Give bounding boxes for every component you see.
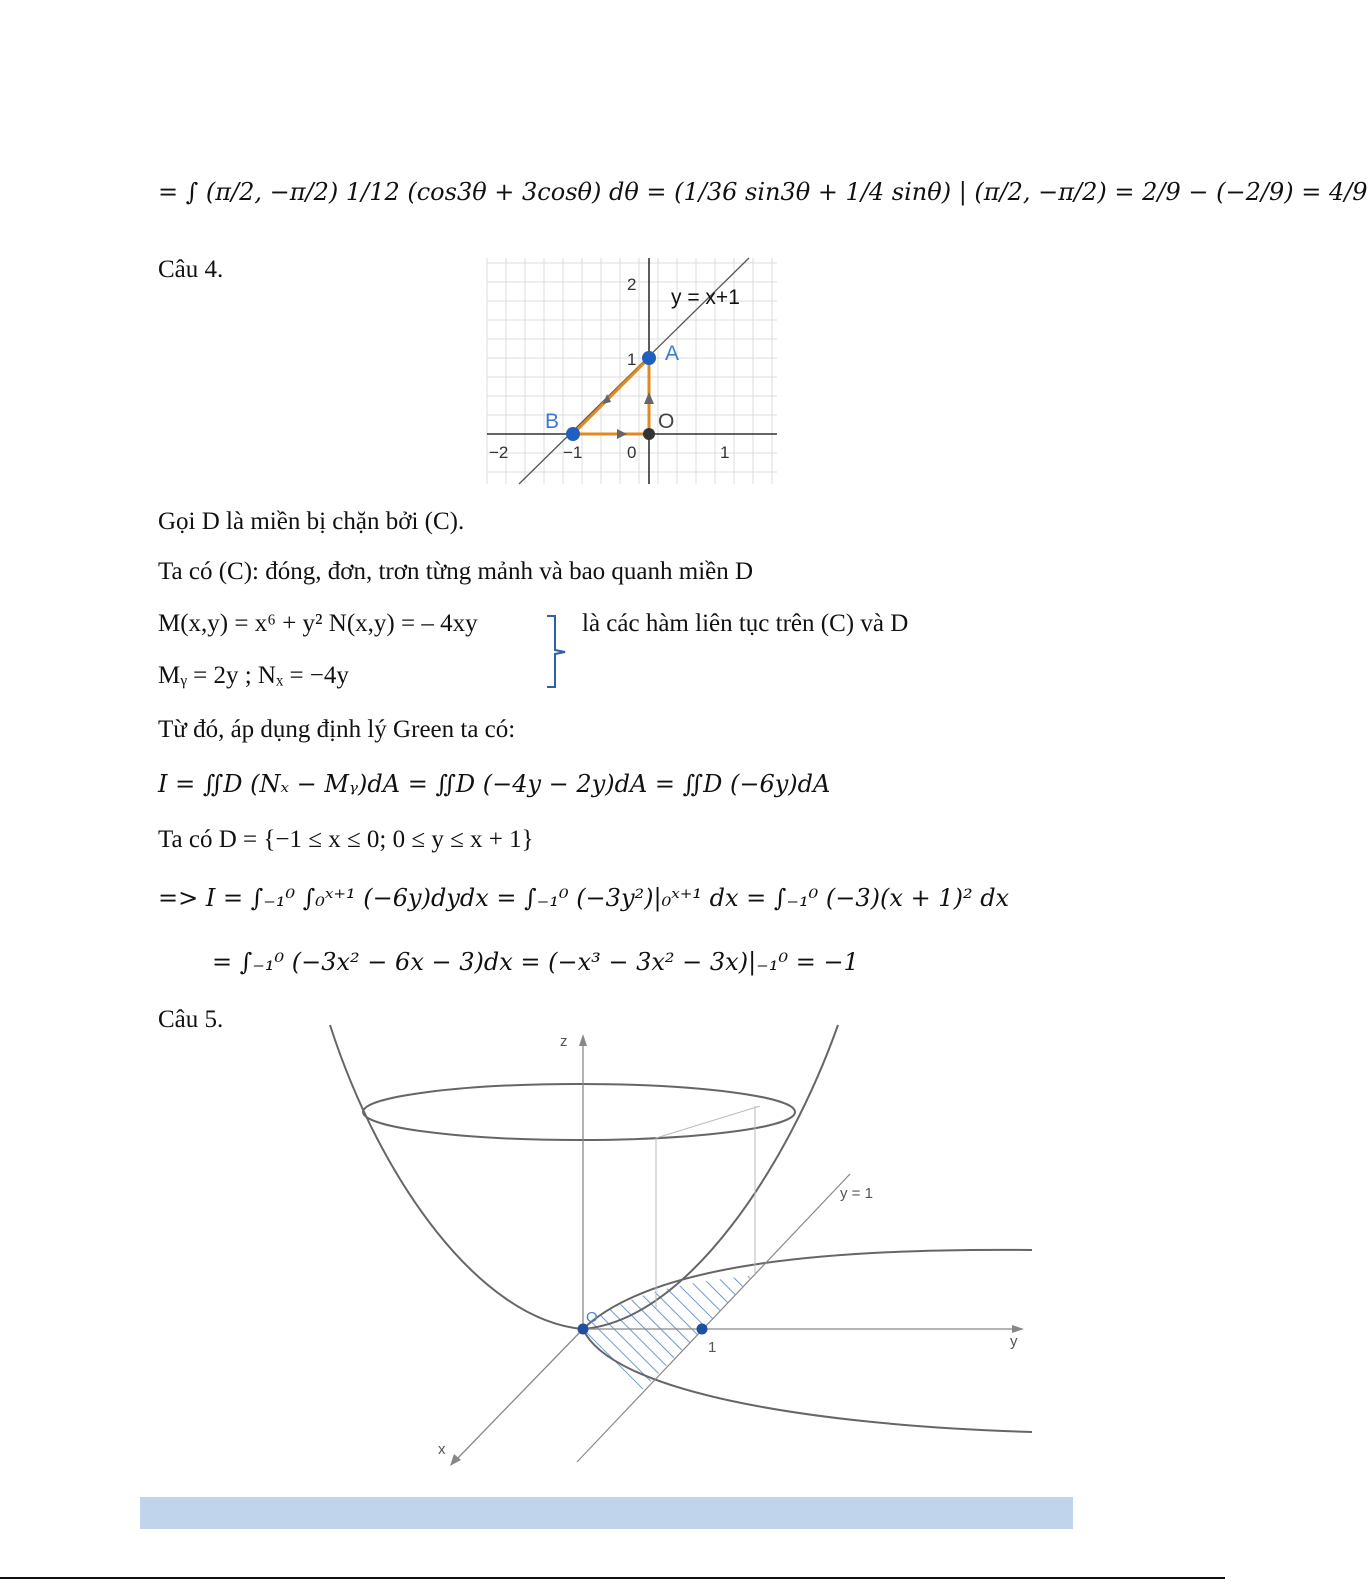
- point-a-label: A: [665, 342, 680, 365]
- z-axis-arrow-icon: [579, 1034, 587, 1046]
- text-green-theorem: Từ đó, áp dụng định lý Green ta có:: [158, 716, 516, 743]
- line-label: y = x+1: [671, 286, 740, 309]
- text-goi-d: Gọi D là miền bị chặn bởi (C).: [158, 508, 465, 535]
- question-4-heading: Câu 4.: [158, 256, 224, 283]
- equation-compute-2: = ∫₋₁⁰ (−3x² − 6x − 3)dx = (−x³ − 3x² − 3x)|₋₁⁰ = −1: [212, 948, 859, 976]
- axis-x-label: x: [438, 1441, 446, 1458]
- equation-integral-i: I = ∬D (Nₓ − Mᵧ)dA = ∬D (−4y − 2y)dA = ∬D (−6y)dA: [158, 770, 831, 798]
- paraboloid-curve: [330, 1025, 838, 1329]
- point-o-label: O: [658, 410, 675, 433]
- point-b: [566, 427, 580, 441]
- text-mn-definition: M(x,y) = x⁶ + y² N(x,y) = – 4xy: [158, 610, 478, 637]
- bottom-rule: [0, 1577, 1225, 1579]
- equation-top: = ∫ (π/2, −π/2) 1/12 (cos3θ + 3cosθ) dθ = (1/36 sin3θ + 1/4 sinθ) | (π/2, −π/2) = 2/9 − (−2/9) = 4/9: [158, 178, 1368, 206]
- tick-y-1: 1: [627, 350, 637, 369]
- line-y1-label: y = 1: [840, 1185, 873, 1202]
- point-a: [642, 351, 656, 365]
- paraboloid-figure: [320, 1020, 1040, 1470]
- text-brace-note: là các hàm liên tục trên (C) và D: [582, 610, 909, 637]
- axis-z-label: z: [560, 1033, 568, 1050]
- arrow-bo-icon: [617, 429, 627, 439]
- point-b-label: B: [545, 410, 560, 433]
- tick-x-neg2: −2: [489, 443, 509, 462]
- tick-y-2: 2: [627, 275, 637, 294]
- axis-y-label: y: [1010, 1333, 1018, 1350]
- origin-label: O: [586, 1309, 598, 1326]
- tick-x-neg1: −1: [563, 443, 583, 462]
- triangle-graph-figure: [487, 258, 777, 484]
- arrow-oa-icon: [644, 392, 654, 404]
- tick-x-0: 0: [627, 443, 637, 462]
- text-ta-co-c: Ta có (C): đóng, đơn, trơn từng mảnh và bao quanh miền D: [158, 558, 754, 585]
- point-y-1: [697, 1324, 708, 1335]
- tick-x-1: 1: [720, 443, 730, 462]
- projection-line-3: [656, 1106, 760, 1138]
- y-axis-arrow-icon: [1012, 1325, 1024, 1333]
- text-domain-d: Ta có D = {−1 ≤ x ≤ 0; 0 ≤ y ≤ x + 1}: [158, 826, 534, 853]
- x-axis-3d: [456, 1329, 583, 1460]
- equation-compute-1: => I = ∫₋₁⁰ ∫₀ˣ⁺¹ (−6y)dydx = ∫₋₁⁰ (−3y²)|₀ˣ⁺¹ dx = ∫₋₁⁰ (−3)(x + 1)² dx: [158, 884, 1010, 912]
- brace-icon: [543, 614, 573, 690]
- text-partials: Mᵧ = 2y ; Nₓ = −4y: [158, 662, 349, 689]
- point-o: [643, 428, 655, 440]
- question-5-heading: Câu 5.: [158, 1006, 224, 1033]
- footer-bar: [140, 1497, 1073, 1529]
- paraboloid-rim: [363, 1084, 795, 1140]
- tick-1-label: 1: [708, 1339, 717, 1356]
